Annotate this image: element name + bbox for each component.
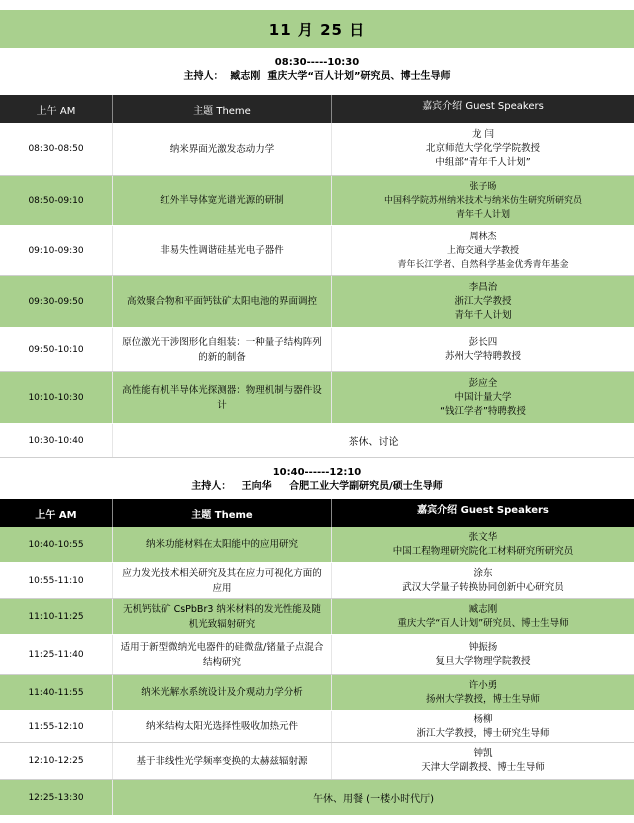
session-1-host: 主持人： 臧志刚 重庆大学“百人计划”研究员、博士生导师 — [183, 71, 451, 82]
speaker-name: 涂东 — [473, 567, 493, 579]
speaker-line: 苏州大学特聘教授 — [444, 350, 521, 362]
speaker-name: 彭长四 — [468, 336, 498, 348]
row-theme: 纳米结构太阳光选择性吸收加热元件 — [113, 711, 332, 742]
speaker-name: 周林杰 — [469, 231, 497, 242]
row-speaker — [332, 123, 634, 175]
session-2-rows — [0, 527, 634, 816]
header-theme: 主题 Theme — [113, 95, 332, 123]
speaker-line: 北京师范大学化学学院教授 — [425, 143, 540, 154]
row-speaker — [332, 527, 634, 562]
row-theme: 红外半导体宽光谱光源的研制 — [113, 176, 332, 225]
row-speaker — [332, 328, 634, 371]
header-time: 上午 AM — [0, 95, 113, 123]
speaker-name: 许小勇 — [468, 679, 498, 691]
row-speaker — [332, 563, 634, 598]
row-time: 11:10-11:25 — [0, 599, 113, 634]
table-row — [0, 123, 634, 176]
speaker-name: 张文华 — [468, 531, 498, 543]
table-row — [0, 372, 634, 424]
speaker-line: “钱江学者”特聘教授 — [440, 405, 526, 417]
row-speaker — [332, 226, 634, 275]
speaker-name: 臧志刚 — [468, 603, 498, 615]
row-theme: 纳米光解水系统设计及介观动力学分析 — [113, 675, 332, 710]
row-theme: 原位激光干涉图形化自组装：一种量子结构阵列的新的制备 — [113, 328, 332, 371]
header-speakers: 嘉宾介绍 Guest Speakers — [422, 101, 544, 112]
row-theme: 高性能有机半导体光探测器：物理机制与器件设计 — [113, 372, 332, 423]
speaker-line: 上海交通大学教授 — [446, 245, 519, 256]
speaker-line: 浙江大学教授，博士研究生导师 — [416, 727, 550, 739]
row-theme: 纳米界面光激发态动力学 — [113, 123, 332, 175]
row-speaker — [332, 635, 634, 674]
header-theme: 主题 Theme — [113, 499, 332, 527]
table-row — [0, 563, 634, 599]
row-theme: 纳米功能材料在太阳能中的应用研究 — [113, 527, 332, 562]
speaker-line: 复旦大学物理学院教授 — [435, 655, 531, 667]
table-row — [0, 424, 634, 458]
row-speaker — [332, 372, 634, 423]
table-row — [0, 743, 634, 780]
session-2-header — [0, 466, 634, 494]
date-title: 11 月 25 日 — [0, 9, 634, 48]
row-time: 08:30-08:50 — [0, 123, 113, 175]
row-theme: 基于非线性光学频率变换的太赫兹辐射源 — [113, 743, 332, 779]
speaker-line: 青年长江学者、自然科学基金优秀青年基金 — [397, 259, 569, 270]
row-theme: 无机钙钛矿 CsPbBr3 纳米材料的发光性能及随机光致辐射研究 — [113, 599, 332, 634]
speaker-name: 钟振扬 — [468, 641, 498, 653]
header-speakers: 嘉宾介绍 Guest Speakers — [417, 505, 549, 516]
speaker-name: 杨柳 — [473, 713, 493, 725]
table-row — [0, 635, 634, 675]
speaker-line: 中国计量大学 — [454, 391, 512, 403]
table-row — [0, 711, 634, 743]
speaker-name: 龙 闫 — [471, 129, 495, 140]
table-row — [0, 226, 634, 276]
row-time: 12:25-13:30 — [0, 780, 113, 815]
header-time: 上午 AM — [0, 499, 113, 527]
row-time: 10:55-11:10 — [0, 563, 113, 598]
row-speaker — [332, 743, 634, 779]
speaker-line: 天津大学副教授、博士生导师 — [421, 762, 545, 773]
table-row — [0, 675, 634, 711]
session-2-time: 10:40------12:10 — [272, 467, 362, 478]
row-time: 10:30-10:40 — [0, 424, 113, 457]
table-row — [0, 527, 634, 563]
speaker-name: 张子旸 — [469, 181, 497, 192]
row-theme: 适用于新型微纳光电器件的硅微盘/锗量子点混合结构研究 — [113, 635, 332, 674]
table-row — [0, 599, 634, 635]
speaker-name: 李昌治 — [468, 281, 498, 293]
row-time: 09:30-09:50 — [0, 276, 113, 327]
session-1-time: 08:30-----10:30 — [274, 57, 360, 68]
row-theme: 应力发光技术相关研究及其在应力可视化方面的应用 — [113, 563, 332, 598]
speaker-line: 青年千人计划 — [454, 309, 512, 321]
row-time: 10:40-10:55 — [0, 527, 113, 562]
row-speaker — [332, 176, 634, 225]
table-row — [0, 176, 634, 226]
speaker-line: 中国科学院苏州纳米技术与纳米仿生研究所研究员 — [383, 195, 582, 206]
row-time: 11:55-12:10 — [0, 711, 113, 742]
speaker-line: 中组部“青年千人计划” — [435, 157, 531, 168]
table-row — [0, 780, 634, 816]
row-time: 10:10-10:30 — [0, 372, 113, 423]
row-speaker — [332, 599, 634, 634]
row-time: 09:50-10:10 — [0, 328, 113, 371]
table-row — [0, 328, 634, 372]
speaker-line: 浙江大学教授 — [454, 295, 512, 307]
row-speaker — [332, 675, 634, 710]
speaker-name: 彭应全 — [468, 377, 498, 389]
row-speaker — [332, 711, 634, 742]
session-1-table-header — [0, 95, 634, 123]
row-theme: 非易失性调谐硅基光电子器件 — [113, 226, 332, 275]
row-time: 12:10-12:25 — [0, 743, 113, 779]
speaker-name: 钟凯 — [473, 748, 493, 759]
row-speaker — [332, 276, 634, 327]
row-theme: 高效聚合物和平面钙钛矿太阳电池的界面调控 — [113, 276, 332, 327]
session-2-table-header — [0, 499, 634, 527]
table-row — [0, 276, 634, 328]
row-time: 09:10-09:30 — [0, 226, 113, 275]
break-label: 茶休、讨论 — [348, 437, 399, 448]
speaker-line: 扬州大学教授，博士生导师 — [425, 693, 540, 705]
speaker-line: 武汉大学量子转换协同创新中心研究员 — [402, 581, 564, 593]
session-1-header — [0, 56, 634, 84]
session-2-host: 主持人： 王向华 合肥工业大学副研究员/硕士生导师 — [191, 481, 443, 492]
row-time: 08:50-09:10 — [0, 176, 113, 225]
speaker-line: 中国工程物理研究院化工材料研究所研究员 — [392, 545, 574, 557]
speaker-line: 青年千人计划 — [455, 209, 510, 220]
row-time: 11:40-11:55 — [0, 675, 113, 710]
row-time: 11:25-11:40 — [0, 635, 113, 674]
session-1-rows — [0, 123, 634, 458]
speaker-line: 重庆大学“百人计划”研究员、博士生导师 — [397, 617, 569, 629]
break-label: 午休、用餐 (一楼小时代厅) — [313, 794, 434, 805]
